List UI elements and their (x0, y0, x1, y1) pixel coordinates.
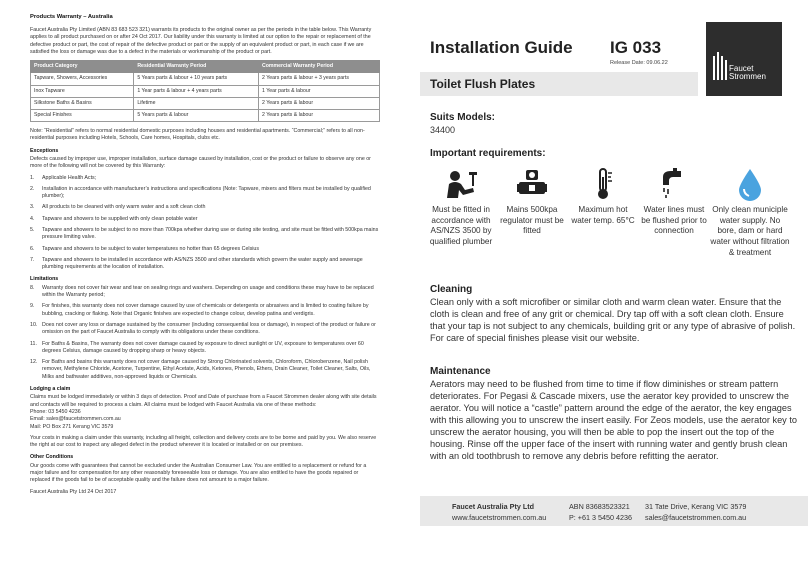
list-item (30, 359, 380, 381)
table-cell: 5 Years parts & labour (134, 109, 259, 121)
requirement-item (497, 165, 567, 237)
guide-title: Installation Guide (430, 38, 573, 57)
list-item-text: For finishes, this warranty does not cover damage caused by use of chemicals or detergents or abrasives and is limited to coating failure by bubbling, cracking or flaking. Note that Organic finishes are expected to change colour, develop patina and verdigris. (42, 303, 369, 317)
list-item (30, 303, 380, 318)
list-item-text: Tapware and showers to be supplied with only clean potable water (42, 215, 198, 222)
guide-code: IG 033 (610, 38, 662, 57)
table-header-cell: Product Category (31, 61, 134, 73)
suits-models-value: 34400 (430, 125, 456, 135)
suits-models-label: Suits Models: (430, 112, 496, 123)
list-item-text: Does not cover any loss or damage sustained by the consumer (including consequential loss or damage), in respect of the product or failure or omission on the part of Faucet Australia to comply with its obligations under these conditions. (42, 321, 376, 336)
warranty-title: Products Warranty – Australia (30, 14, 113, 20)
list-item-number: 11. (30, 340, 37, 347)
logo-brand-line1: Faucet (729, 64, 754, 73)
table-cell: 5 Years parts & labour + 10 years parts (134, 73, 259, 85)
table-header-cell: Commercial Warranty Period (259, 61, 380, 73)
table-cell: 1 Year parts & labour (259, 85, 380, 97)
claim-note: Your costs in making a claim under this warranty, including all freight, collection and delivery costs are to be borne and paid by you. We also reserve the right at our cost to inspect any alleged defect in the product wherever it is located or installed or on our premises. (30, 434, 377, 449)
claim-email: Email: sales@faucetstrommen.com.au (30, 416, 121, 423)
warranty-table-header (31, 61, 380, 73)
list-item (30, 186, 380, 201)
tap-flush-icon (659, 167, 689, 201)
list-item-text: Tapware and showers to be installed in accordance with AS/NZS 3500 and other standards which govern the water supply and sewerage plumbing requirements at the location of installation. (42, 256, 363, 271)
cleaning-text: Clean only with a soft microfiber or similar cloth and warm clean water. Ensure that the cloth is clean and free of any grit or chemical. Dry tap off with a soft clean cloth. Ensure that your tap is not subject to any chemicals, building grit or any type of abrasive of polish. For care of special finishes please visit our website. (430, 297, 796, 344)
plumber-icon (443, 168, 479, 200)
logo-brand-line2: Strommen (729, 72, 766, 81)
footer-website-link[interactable]: www.faucetstrommen.com.au (452, 513, 547, 522)
table-cell: 1 Year parts & labour + 4 years parts (134, 85, 259, 97)
list-item (30, 285, 380, 300)
list-item-text: Applicable Health Acts; (42, 174, 97, 181)
footer-phone: P: +61 3 5450 4236 (569, 513, 632, 522)
brand-logo (706, 22, 782, 96)
list-item-text: Tapware and showers to be subject to water temperatures no hotter than 65 degrees Celsius (42, 245, 260, 252)
table-row (31, 85, 380, 97)
table-header-cell: Residential Warranty Period (134, 61, 259, 73)
product-title: Toilet Flush Plates (430, 77, 536, 91)
product-band (420, 72, 698, 96)
list-item (30, 204, 380, 211)
list-item (30, 227, 380, 242)
list-item-number: 8. (30, 284, 35, 291)
table-cell: Tapware, Showers, Accessories (31, 73, 134, 85)
list-item-text: Installation in accordance with manufacturer’s instructions and specifications (Note: Tapware, mixers and filters must be installed by qualified plumber); (42, 185, 371, 200)
other-conditions-text: Our goods come with guarantees that cannot be excluded under the Australian Consumer Law. You are entitled to a replacement or refund for a major failure and for compensation for any other reasonably foreseeable loss or damage. You are also entitled to have the goods repaired or replaced if the goods fail to be of acceptable quality and the failure does not amount to a major failure. (30, 462, 367, 484)
requirement-text: Water lines must be flushed prior to connection (641, 205, 707, 236)
list-item (30, 341, 380, 356)
warranty-signoff: Faucet Australia Pty Ltd 24 Oct 2017 (30, 488, 117, 495)
list-item-number: 5. (30, 227, 35, 233)
claim-mail: Mail: PO Box 271 Kerang VIC 3579 (30, 423, 114, 430)
requirement-text: Maximum hot water temp. 65°C (571, 205, 635, 225)
warranty-table (30, 60, 380, 122)
list-item-number: 10. (30, 321, 38, 328)
list-item-text: Tapware and showers to be subject to no more than 700kpa whether during use or during site testing, and site must be fitted with 500kpa mains pressure limiting valve. (42, 227, 379, 241)
list-item (30, 216, 380, 223)
list-item-number: 3. (30, 204, 35, 211)
installation-guide (430, 0, 808, 561)
list-item (30, 257, 380, 272)
table-cell: Special Finishes (31, 109, 134, 121)
list-item-number: 7. (30, 256, 35, 263)
footer-abn: ABN 83683523321 (569, 502, 630, 511)
table-row (31, 109, 380, 121)
requirement-item (426, 165, 496, 248)
footer (420, 496, 808, 526)
list-item-number: 1. (30, 174, 35, 181)
pressure-regulator-icon (517, 168, 547, 200)
warranty-note: Note: “Residential” refers to normal residential domestic purposes including houses and residential apartments. “Commercial;” refers to all non-residential purposes including Hotels, Schools, Care homes, Hospitals, clubs etc. (30, 128, 365, 142)
table-row (31, 73, 380, 85)
table-cell: Lifetime (134, 97, 259, 109)
claim-phone: Phone: 03 5450 4236 (30, 408, 81, 415)
claim-text: Claims must be lodged immediately or within 3 days of detection. Proof and Date of purchase from a Faucet Strommen dealer along with site details and contacts will be required to process a claim. All claims must be lodged with Faucet Australia via one of these methods: (30, 394, 377, 408)
list-item-text: All products to be cleaned with only warm water and a soft clean cloth (42, 204, 206, 211)
list-item-number: 2. (30, 185, 35, 192)
table-cell: Inox Tapware (31, 85, 134, 97)
table-cell: Silkstone Baths & Basins (31, 97, 134, 109)
table-cell: 2 Years parts & labour (259, 109, 380, 121)
exceptions-intro: Defects caused by improper use, improper installation, surface damage caused by installation, cost or the product or failure to observe any one or more of the following will not be covered by this Warranty: (30, 155, 371, 170)
maintenance-text: Aerators may need to be flushed from time to time if flow diminishes or stream pattern deteriorates. For Pegasi & Cascade mixers, use the aerator key provided to unscrew the aerator. You will notice a “castle” pattern around the edge of the aerator, the key engages with this allowing you to unscrew the insert easily. For Zeos models, use the aerator key to unscrew the aerator housing, you will then be able to pop the insert out the top of the housing. Rinse off the upper face of the insert with running water and gently brush clean with an old toothbrush to remove any debris before refitting the aerator. (430, 379, 797, 462)
cleaning-heading: Cleaning (430, 284, 473, 295)
table-row (31, 97, 380, 109)
list-item-text: Warranty does not cover fair wear and tear on sealing rings and washers. Depending on usage and conditions these may have to be replaced within the Warranty period; (42, 284, 374, 299)
warranty-section (30, 14, 380, 500)
warranty-intro: Faucet Australia Pty Limited (ABN 83 683 523 321) warrants its products to the original owner as per the periods in the table below. This Warranty applies to all product purchased on or after 24 Oct 2017. Our liability under this warranty is limited at our option to the repair or replacement of the defective product or part, the cost of repair of the defective product or part or the supply of an equivalent product or part, in each case if we are satisfied the loss or damage was due to a defect in the materials or workmanship of the product or part. (30, 26, 372, 55)
water-drop-icon (737, 167, 763, 201)
list-item-text: For Baths & Basins, The warranty does not cover damage caused by exposure to direct sunlight or UV, exposure to temperatures over 60 degrees Celsius, damage caused by dropping sharp or heavy objects. (42, 340, 364, 354)
list-item-text: For Baths and basins this warranty does not cover damage caused by Strong Chlorinated solvents, Chloroform, Chlorobenzene, Nail polish remover, Methylene Chloride, Acetone, Turpentine, Ethyl Acetate, Acids, Ketones, Phenols, Ethers, Drain Cleaner, Toilet Cleaner, Salts, Oils, Milks and bathwater additives, non-approved liquids or Chemicals. (42, 359, 371, 380)
list-item-number: 6. (30, 245, 35, 252)
list-item-number: 9. (30, 303, 35, 310)
footer-company: Faucet Australia Pty Ltd (452, 502, 535, 511)
footer-address: 31 Tate Drive, Kerang VIC 3579 (645, 502, 747, 511)
maintenance-heading: Maintenance (430, 366, 491, 377)
requirement-text: Mains 500kpa regulator must be fitted (500, 205, 564, 236)
footer-email-link[interactable]: sales@faucetstrommen.com.au (645, 513, 747, 522)
table-cell: 2 Years parts & labour (259, 97, 380, 109)
list-item (30, 246, 380, 253)
list-item (30, 175, 380, 182)
requirement-item (568, 165, 638, 226)
requirements-row (430, 165, 798, 275)
exceptions-heading: Exceptions (30, 147, 59, 154)
release-date: Release Date: 09.06.22 (610, 60, 668, 66)
table-cell: 2 Years parts & labour + 3 years parts (259, 73, 380, 85)
requirement-text: Must be fitted in accordance with AS/NZS 3500 by qualified plumber (429, 205, 493, 246)
limitations-heading: Limitations (30, 276, 59, 283)
exceptions-list (30, 175, 380, 272)
claim-heading: Lodging a claim (30, 386, 71, 393)
other-conditions-heading: Other Conditions (30, 454, 74, 461)
requirement-item (710, 165, 790, 258)
thermometer-icon (591, 167, 615, 201)
list-item-number: 12. (30, 359, 38, 366)
list-item-number: 4. (30, 215, 35, 222)
requirement-text: Only clean municiple water supply. No bore, dam or hard water without filtration & treatment (710, 205, 790, 257)
limitations-list (30, 285, 380, 381)
requirement-item (639, 165, 709, 237)
requirements-heading: Important requirements: (430, 148, 546, 159)
list-item (30, 322, 380, 337)
